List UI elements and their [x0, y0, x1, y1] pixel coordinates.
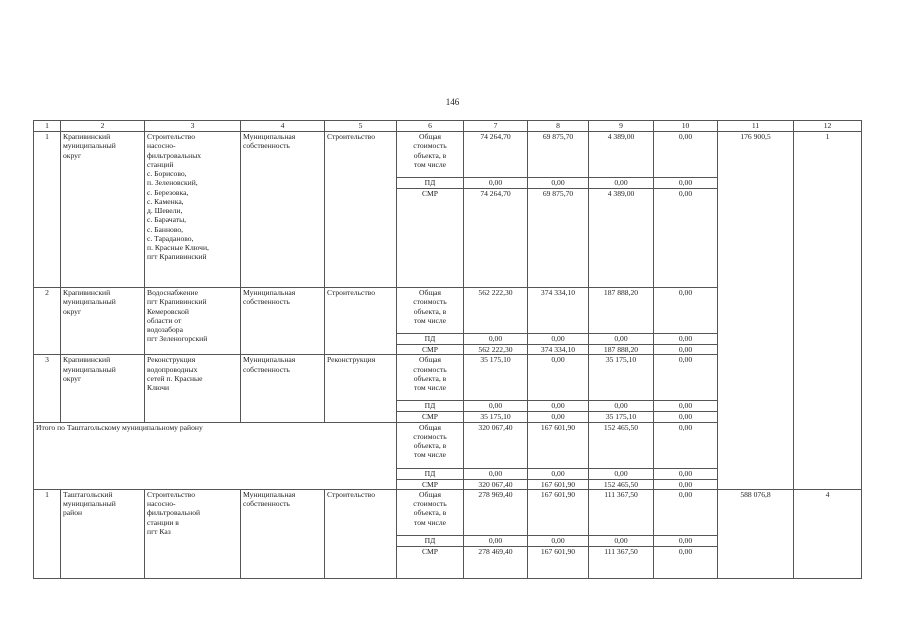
ownership-cell: Муниципальная собственность	[241, 355, 325, 422]
value-cell: 111 367,50	[589, 489, 654, 535]
column-number-row	[34, 121, 862, 132]
pd-label: ПД	[397, 178, 464, 189]
value-cell: 74 264,70	[464, 132, 528, 178]
column-11-value: 176 900,5	[718, 132, 794, 490]
work-type-cell: Строительство	[325, 489, 397, 578]
smr-label: СМР	[397, 345, 464, 355]
value-cell: 0,00	[589, 535, 654, 546]
value-cell: 167 601,90	[528, 546, 589, 578]
value-cell: 35 175,10	[464, 412, 528, 422]
column-header: 9	[589, 121, 654, 132]
column-header: 12	[794, 121, 862, 132]
work-type-cell: Реконструкция	[325, 355, 397, 422]
row-number: 3	[34, 355, 61, 422]
value-cell: 74 264,70	[464, 189, 528, 288]
value-cell: 278 469,40	[464, 546, 528, 578]
row-number: 2	[34, 288, 61, 355]
value-cell: 35 175,10	[464, 355, 528, 401]
table-row	[34, 132, 862, 178]
work-type-cell: Строительство	[325, 132, 397, 288]
object-name-cell: Строительство насосно- фильтровальной станции в пгт Каз	[145, 489, 241, 578]
value-cell: 374 334,10	[528, 288, 589, 334]
column-header: 8	[528, 121, 589, 132]
value-cell: 167 601,90	[528, 479, 589, 489]
value-cell: 0,00	[589, 468, 654, 479]
value-cell: 111 367,50	[589, 546, 654, 578]
value-cell: 0,00	[528, 401, 589, 412]
total-cost-label: Общая стоимость объекта, в том числе	[397, 288, 464, 334]
ownership-cell: Муниципальная собственность	[241, 132, 325, 288]
column-header: 1	[34, 121, 61, 132]
value-cell: 4 389,00	[589, 189, 654, 288]
page-number: 146	[445, 97, 460, 107]
ownership-cell: Муниципальная собственность	[241, 489, 325, 578]
smr-label: СМР	[397, 546, 464, 578]
value-cell: 562 222,30	[464, 288, 528, 334]
value-cell: 0,00	[654, 345, 718, 355]
ownership-cell: Муниципальная собственность	[241, 288, 325, 355]
value-cell: 0,00	[464, 401, 528, 412]
value-cell: 69 875,70	[528, 189, 589, 288]
value-cell: 0,00	[528, 334, 589, 345]
column-header: 10	[654, 121, 718, 132]
value-cell: 0,00	[528, 412, 589, 422]
column-12-value: 1	[794, 132, 862, 490]
value-cell: 562 222,30	[464, 345, 528, 355]
value-cell: 374 334,10	[528, 345, 589, 355]
value-cell: 0,00	[654, 479, 718, 489]
total-cost-label: Общая стоимость объекта, в том числе	[397, 422, 464, 468]
value-cell: 35 175,10	[589, 355, 654, 401]
value-cell: 0,00	[528, 535, 589, 546]
pd-label: ПД	[397, 535, 464, 546]
column-12-value: 4	[794, 489, 862, 578]
value-cell: 320 067,40	[464, 479, 528, 489]
column-11-value: 588 076,8	[718, 489, 794, 578]
district-cell: Крапивинский муниципальный округ	[61, 132, 145, 288]
district-cell: Крапивинский муниципальный округ	[61, 355, 145, 422]
investment-table	[33, 120, 862, 579]
pd-label: ПД	[397, 334, 464, 345]
value-cell: 167 601,90	[528, 489, 589, 535]
value-cell: 167 601,90	[528, 422, 589, 468]
table-row	[34, 489, 862, 535]
value-cell: 0,00	[654, 178, 718, 189]
smr-label: СМР	[397, 412, 464, 422]
column-header: 6	[397, 121, 464, 132]
value-cell: 0,00	[464, 535, 528, 546]
value-cell: 0,00	[654, 489, 718, 535]
row-number: 1	[34, 489, 61, 578]
value-cell: 35 175,10	[589, 412, 654, 422]
value-cell: 278 969,40	[464, 489, 528, 535]
value-cell: 320 067,40	[464, 422, 528, 468]
value-cell: 0,00	[464, 334, 528, 345]
column-header: 7	[464, 121, 528, 132]
pd-label: ПД	[397, 468, 464, 479]
value-cell: 187 888,20	[589, 345, 654, 355]
value-cell: 0,00	[464, 468, 528, 479]
column-header: 5	[325, 121, 397, 132]
value-cell: 0,00	[589, 334, 654, 345]
value-cell: 0,00	[654, 422, 718, 468]
column-header: 11	[718, 121, 794, 132]
column-header: 4	[241, 121, 325, 132]
row-number: 1	[34, 132, 61, 288]
value-cell: 152 465,50	[589, 479, 654, 489]
work-type-cell: Строительство	[325, 288, 397, 355]
pd-label: ПД	[397, 401, 464, 412]
value-cell: 187 888,20	[589, 288, 654, 334]
subtotal-label: Итого по Таштагольскому муниципальному району	[34, 422, 397, 489]
value-cell: 0,00	[589, 401, 654, 412]
column-header: 2	[61, 121, 145, 132]
value-cell: 0,00	[654, 132, 718, 178]
value-cell: 0,00	[654, 355, 718, 401]
total-cost-label: Общая стоимость объекта, в том числе	[397, 132, 464, 178]
value-cell: 0,00	[654, 412, 718, 422]
value-cell: 0,00	[654, 401, 718, 412]
smr-label: СМР	[397, 189, 464, 288]
column-header: 3	[145, 121, 241, 132]
smr-label: СМР	[397, 479, 464, 489]
value-cell: 4 389,00	[589, 132, 654, 178]
object-name-cell: Реконструкция водопроводных сетей п. Красные Ключи	[145, 355, 241, 422]
value-cell: 0,00	[654, 535, 718, 546]
total-cost-label: Общая стоимость объекта, в том числе	[397, 489, 464, 535]
value-cell: 0,00	[528, 468, 589, 479]
value-cell: 0,00	[654, 189, 718, 288]
value-cell: 0,00	[464, 178, 528, 189]
object-name-cell: Водоснабжение пгт Крапивинский Кемеровской области от водозабора пгт Зеленогорский	[145, 288, 241, 355]
value-cell: 0,00	[528, 178, 589, 189]
value-cell: 0,00	[528, 355, 589, 401]
district-cell: Крапивинский муниципальный округ	[61, 288, 145, 355]
object-name-cell: Строительство насосно- фильтровальных станций с. Борисово, п. Зеленовский, с. Березовка, с. Каменка, д. Шевели, с. Барачаты, с. Банново, с. Тараданово, п. Красные Ключи, пгт Крапивинский	[145, 132, 241, 288]
total-cost-label: Общая стоимость объекта, в том числе	[397, 355, 464, 401]
value-cell: 0,00	[654, 546, 718, 578]
value-cell: 0,00	[654, 288, 718, 334]
value-cell: 152 465,50	[589, 422, 654, 468]
value-cell: 0,00	[654, 468, 718, 479]
value-cell: 0,00	[589, 178, 654, 189]
district-cell: Таштагольский муниципальный район	[61, 489, 145, 578]
value-cell: 0,00	[654, 334, 718, 345]
value-cell: 69 875,70	[528, 132, 589, 178]
